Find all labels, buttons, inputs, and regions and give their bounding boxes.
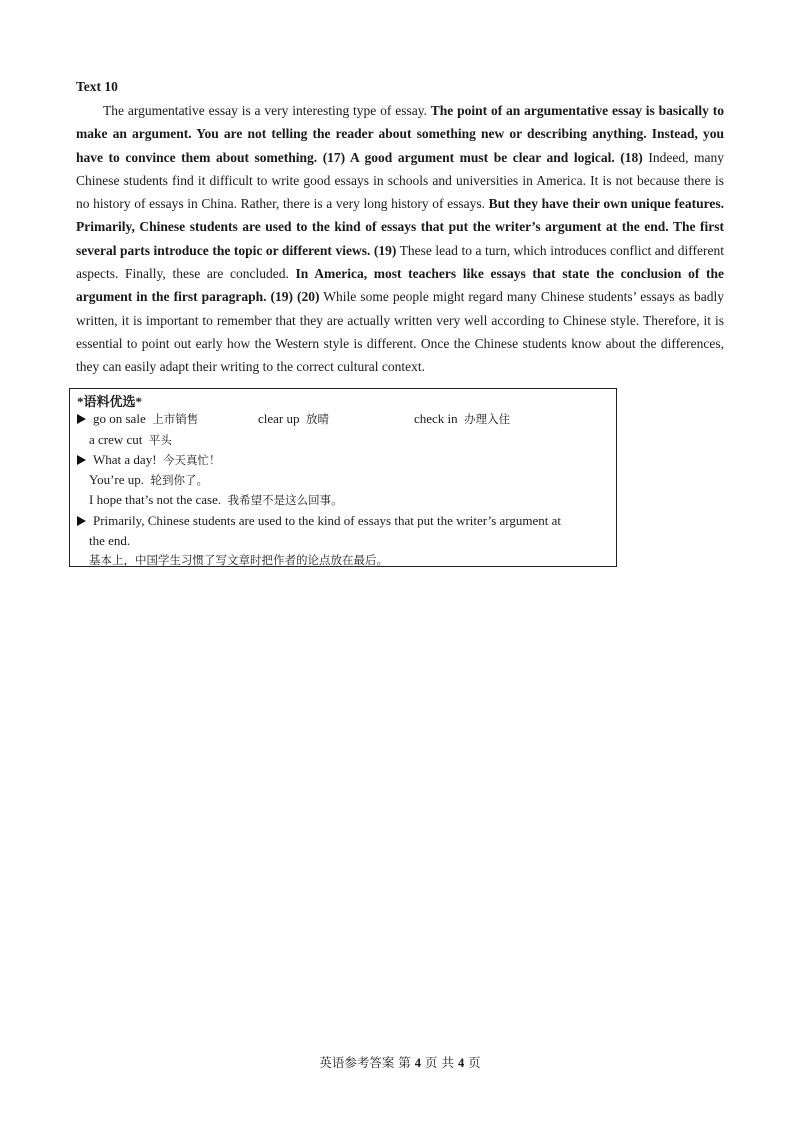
bullet-triangle-icon <box>77 414 86 424</box>
vocab-row <box>414 411 510 427</box>
passage-sentence: Indeed, many Chinese students find it difficult to write good essays in schools and universities in America. It is not because there is no history of essays in China. Rather, there is a very long history of essays. <box>76 149 725 212</box>
phrase-cn: 我希望不是这么回事。 <box>227 493 343 507</box>
phrase-cn: 轮到你了。 <box>150 473 209 487</box>
passage-bold: But they have their own unique features. Primarily, Chinese students are used to the kind of essays that put the writer’s argument at the end. The first several parts introduce the topic or different views. (19) <box>76 196 725 258</box>
passage <box>76 99 724 379</box>
bullet-triangle-icon <box>77 516 86 526</box>
passage-sentence: The argumentative essay is a very interesting type of essay. <box>103 103 431 118</box>
phrase-cn: 办理入住 <box>464 412 511 426</box>
footer-text: 页 共 <box>421 1055 458 1070</box>
phrase-cn: 上市销售 <box>152 412 199 426</box>
phrase-en: I hope that’s not the case. <box>89 492 222 507</box>
phrase-en: a crew cut <box>89 432 143 447</box>
phrase-en: You’re up. <box>89 472 145 487</box>
phrase-en: go on sale <box>93 411 146 426</box>
passage-sentence: While some people might regard many Chinese students’ essays as badly written, it is important to remember that they are actually written very well according to Chinese style. Therefore, it is essential to point out early how the Western style is different. Once the Chinese students know about the differences, they can easily adapt their writing to the correct cultural context. <box>76 289 724 375</box>
bullet-triangle-icon <box>77 455 86 465</box>
passage-sentence: These lead to a turn, which introduces conflict and different aspects. Finally, these are concluded. <box>76 242 724 282</box>
sentence-en: Primarily, Chinese students are used to the kind of essays that put the writer’s argument at <box>93 513 562 528</box>
vocab-row <box>89 533 130 549</box>
vocab-row <box>89 432 172 448</box>
page-total: 4 <box>457 1056 465 1070</box>
vocab-row <box>77 452 221 468</box>
passage-bold: In America, most teachers like essays that state the conclusion of the argument in the first paragraph. (19) (20) <box>76 266 725 305</box>
vocab-row <box>77 411 198 427</box>
phrase-cn: 放晴 <box>306 412 330 426</box>
vocab-row <box>89 552 388 568</box>
phrase-cn: 今天真忙！ <box>163 453 221 467</box>
phrase-cn: 平头 <box>148 433 172 447</box>
page-footer <box>0 1053 800 1071</box>
footer-text: 英语参考答案 第 <box>319 1055 415 1070</box>
sentence-en: the end. <box>89 533 131 548</box>
phrase-en: What a day! <box>93 452 157 467</box>
sentence-cn: 基本上，中国学生习惯了写文章时把作者的论点放在最后。 <box>89 553 388 567</box>
vocab-row <box>77 513 561 529</box>
vocab-title: *语料优选* <box>77 394 143 409</box>
vocab-row <box>89 492 343 508</box>
vocab-row <box>89 472 208 488</box>
vocab-box <box>69 388 617 567</box>
phrase-en: clear up <box>258 411 300 426</box>
page-number: 4 <box>414 1056 422 1070</box>
vocab-row <box>258 411 329 427</box>
phrase-en: check in <box>414 411 458 426</box>
section-heading: Text 10 <box>76 79 118 94</box>
passage-bold: The point of an argumentative essay is basically to make an argument. You are not telling the reader about something new or describing anything. Instead, you have to convince them about something. (17) A good argument must be clear and logical. (18) <box>76 103 724 165</box>
footer-text: 页 <box>464 1055 481 1070</box>
